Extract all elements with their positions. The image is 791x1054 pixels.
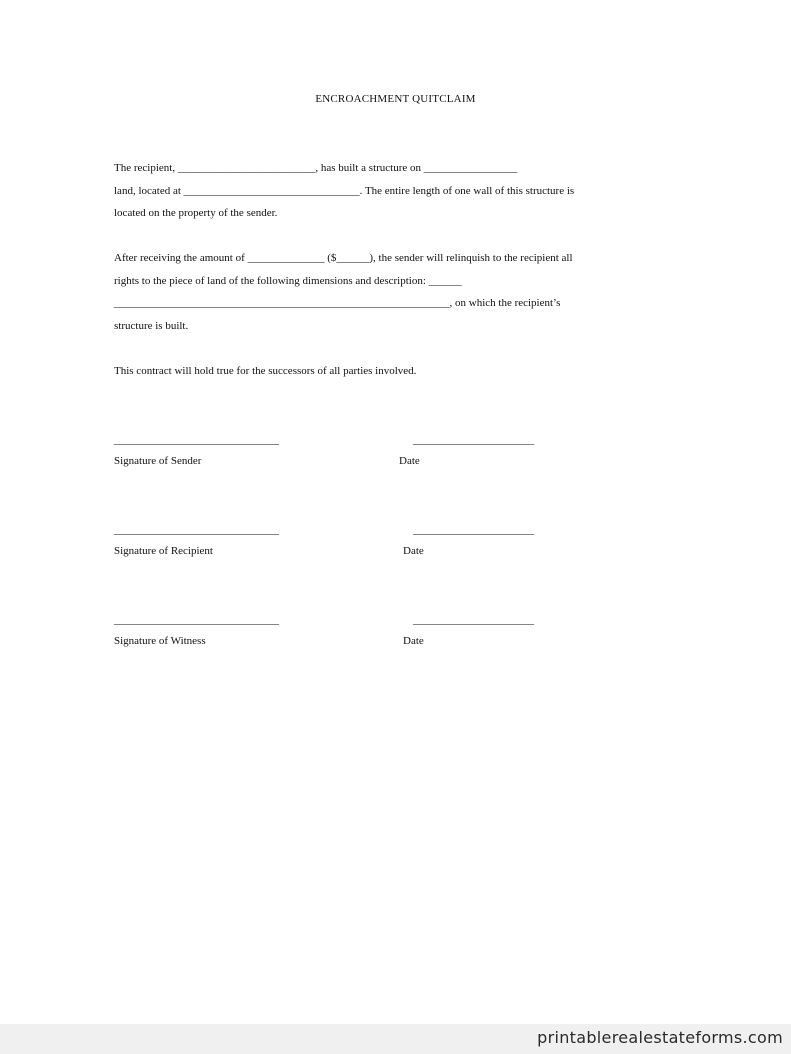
paragraph-recipient-structure — [114, 157, 674, 225]
paragraph-line: _____________________________________________________________, on which the recipient’s — [114, 297, 561, 310]
footer-watermark: printablerealestateforms.com — [537, 1028, 783, 1047]
paragraph-line: This contract will hold true for the successors of all parties involved. — [114, 365, 417, 377]
sender-signature-line: ______________________________ — [114, 434, 279, 446]
sender-date-line: ______________________ — [413, 434, 534, 446]
recipient-signature-line: ______________________________ — [114, 524, 279, 536]
paragraph-line: rights to the piece of land of the following dimensions and description: ______ — [114, 274, 462, 287]
paragraph-line: After receiving the amount of ______________ ($______), the sender will relinquish to the recipient all — [114, 252, 573, 264]
document-title: ENCROACHMENT QUITCLAIM — [315, 93, 476, 105]
paragraph-line: land, located at ________________________________. The entire length of one wall of this structure is — [114, 184, 575, 197]
recipient-date-label: Date — [403, 545, 424, 557]
witness-signature-label: Signature of Witness — [114, 635, 206, 647]
sender-signature-label: Signature of Sender — [114, 455, 202, 467]
footer-banner — [0, 1024, 791, 1054]
recipient-date-line: ______________________ — [413, 524, 534, 536]
witness-date-label: Date — [403, 635, 424, 647]
recipient-signature-label: Signature of Recipient — [114, 545, 213, 557]
paragraph-line: located on the property of the sender. — [114, 207, 278, 220]
witness-signature-line: ______________________________ — [114, 614, 279, 626]
paragraph-relinquish-terms — [114, 247, 674, 338]
paragraph-successors — [114, 360, 674, 383]
paragraph-line: The recipient, _________________________, has built a structure on _________________ — [114, 162, 518, 174]
sender-date-label: Date — [399, 455, 420, 467]
paragraph-line: structure is built. — [114, 320, 189, 333]
witness-date-line: ______________________ — [413, 614, 534, 626]
